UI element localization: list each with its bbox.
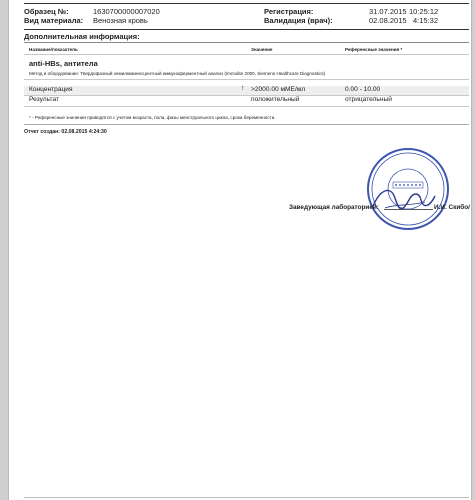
material-value: Венозная кровь [93, 16, 148, 25]
row-highlight [24, 86, 469, 95]
report-created: Отчет создан: 02.08.2015 4:24:30 [24, 129, 107, 135]
signature-line [384, 209, 433, 210]
row-concentration-reference: 0.00 - 10.00 [345, 86, 381, 93]
row-result-value: положительный [251, 96, 300, 103]
handwritten-signature-icon [365, 178, 445, 218]
method-text: Метод и оборудование: Твердофазный хемилюминесцентный иммуноферментный анализ (Immulite 2000, Siemens Healthcare Diagnostics) [29, 71, 326, 76]
signature-label: Заведующая лабораторией: [289, 204, 379, 211]
test-name: anti-HBs, антитела [29, 59, 98, 68]
column-reference: Референсные значения * [345, 47, 403, 52]
arrow-up-icon: ↑ [241, 85, 245, 92]
top-rule [24, 3, 469, 4]
validation-label: Валидация (врач): [264, 16, 333, 25]
validation-date: 02.08.2015 [369, 16, 407, 25]
footnote-rule [24, 124, 469, 125]
report-sheet [8, 0, 472, 500]
registration-label: Регистрация: [264, 7, 314, 16]
sample-value: 1630700000007020 [93, 7, 160, 16]
bottom-rule [24, 497, 469, 498]
method-rule [24, 79, 469, 80]
row-result-reference: отрицательный [345, 96, 392, 103]
signatory-name: И.И. Скибо/ [434, 204, 470, 211]
sample-label: Образец №: [24, 7, 69, 16]
registration-date: 31.07.2015 [369, 7, 407, 16]
row-rule [24, 95, 469, 96]
registration-time: 10:25:12 [409, 7, 439, 16]
row-result-name: Результат [29, 96, 59, 103]
additional-info-heading: Дополнительная информация: [24, 32, 140, 41]
header-rule [24, 29, 469, 30]
table-bottom-rule [24, 106, 469, 107]
reference-footnote: * - Референсные значения приводятся с учетом возраста, пола, фазы менструального цикла, срока беременности. [29, 115, 276, 120]
columns-rule [24, 54, 469, 55]
material-label: Вид материала: [24, 16, 84, 25]
column-value: Значение [251, 47, 273, 52]
validation-time: 4:15:32 [413, 16, 439, 25]
info-rule [24, 42, 469, 43]
column-name: Название/показатель [29, 47, 78, 52]
row-concentration-name: Концентрация [29, 86, 73, 93]
row-concentration-value: >2000.00 мМЕ/мл [251, 86, 306, 93]
